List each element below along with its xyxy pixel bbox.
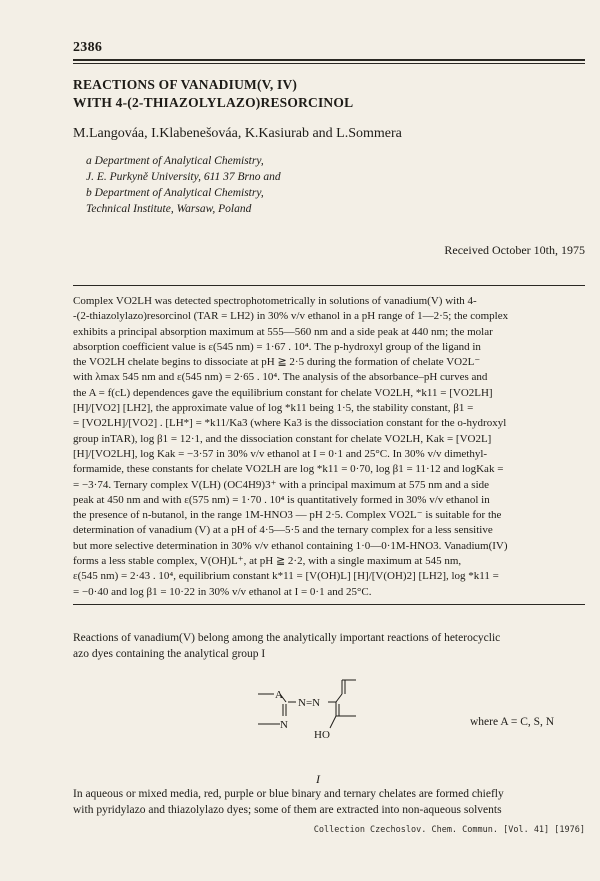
abstract-line: the VO2LH chelate begins to dissociate at pH ≧ 2·5 during the formation of chelate VO2L⁻ [73, 356, 481, 369]
affiliation-line: J. E. Purkyně University, 611 37 Brno and [86, 171, 281, 183]
abstract-line: the presence of n-butanol, in the range 1M-HNO3 — pH 2·5. Complex VO2L⁻ is suitable for the [73, 509, 502, 522]
abstract-line: exhibits a principal absorption maximum at 555—560 nm and a side peak at 440 nm; the molar [73, 325, 493, 338]
atom-A-label: A [275, 689, 283, 701]
abstract [73, 294, 585, 600]
abstract-line: = −3·74. Ternary complex V(LH) (OC4H9)3⁺ with a principal maximum at 575 nm and a side [73, 478, 490, 491]
abstract-line: [H]/[VO2LH], log Kak = −3·57 in 30% v/v ethanol at I = 0·1 and 25°C. In 30% v/v dimethyl- [73, 447, 488, 460]
bond-line [330, 716, 336, 728]
abstract-line: = [VO2LH]/[VO2] . [LH*] = *k11/Ka3 (where Ka3 is the dissociation constant for the o-hydroxyl [73, 417, 507, 430]
article-title [73, 76, 585, 112]
where-note: where A = C, S, N [470, 716, 555, 728]
azo-label: N=N [298, 697, 321, 709]
affiliation-line: b Department of Analytical Chemistry, [86, 187, 264, 199]
abstract-line: absorption coefficient value is ε(545 nm) = 1·67 . 10⁴. The p-hydroxyl group of the ligand in [73, 340, 481, 353]
abstract-line: = −0·40 and log β1 = 10·22 in 30% v/v ethanol at I = 0·1 and 25°C. [73, 585, 372, 598]
abstract-line: determination of vanadium (V) at a pH of 4·5—5·5 and the ternary complex for a less sensitive [73, 524, 493, 537]
abstract-line: group inTAR), log β1 = 12·1, and the dissociation constant for chelate VO2LH, Kak = [VO2L] [73, 432, 492, 445]
journal-footer: Collection Czechoslov. Chem. Commun. [Vol. 41] [1976] [313, 825, 585, 835]
hydroxy-label: HO [314, 729, 330, 741]
affiliations [86, 153, 281, 217]
affiliation-line: a Department of Analytical Chemistry, [86, 155, 264, 167]
abstract-line: [H]/[VO2] [LH2], the approximate value of log *k11 being 1·5, the stability constant, β1 = [73, 402, 474, 415]
received-date: Received October 10th, 1975 [444, 243, 585, 257]
author-list [73, 126, 402, 142]
abstract-line: -(2-thiazolylazo)resorcinol (TAR = LH2) in 30% v/v ethanol in a pH range of 1—2·5; the complex [73, 310, 509, 323]
abstract-top-rule [73, 285, 585, 286]
abstract-line: with λmax 545 nm and ε(545 nm) = 2·65 . 10⁴. The analysis of the absorbance–pH curves and [73, 371, 488, 384]
text-line: In aqueous or mixed media, red, purple or blue binary and ternary chelates are formed chiefly [73, 788, 504, 800]
abstract-line: but more selective determination in 30% v/v ethanol containing 1·0—0·1M-HNO3. Vanadium(IV) [73, 539, 508, 552]
text-line: Reactions of vanadium(V) belong among the analytically important reactions of heterocyclic [73, 632, 501, 644]
text-line: azo dyes containing the analytical group I [73, 648, 266, 660]
header-rule-thin [73, 63, 585, 64]
structure-number: I [316, 772, 320, 786]
body-paragraph [73, 786, 585, 818]
text-line: with pyridylazo and thiazolylazo dyes; some of them are extracted into non-aqueous solvents [73, 804, 502, 816]
header-rule [73, 59, 585, 61]
abstract-line: Complex VO2LH was detected spectrophotometrically in solutions of vanadium(V) with 4- [73, 295, 477, 307]
atom-N-label: N [280, 719, 288, 731]
bond-line [336, 694, 342, 702]
page-number: 2386 [73, 40, 103, 55]
intro-paragraph [73, 630, 585, 662]
title-line: REACTIONS OF VANADIUM(V, IV) [73, 77, 298, 92]
abstract-line: forms a less stable complex, V(OH)L⁺, at pH ≧ 2·2, with a single maximum at 545 nm, [73, 555, 462, 568]
abstract-line: formamide, these constants for chelate VO2LH are log *k11 = 0·70, log β1 = 11·12 and logKak = [73, 463, 504, 476]
abstract-line: peak at 450 nm and with ε(575 nm) = 1·70 . 10⁴ is quantitatively formed in 30% v/v ethanol in [73, 493, 490, 506]
authors-text: M.Langováa, I.Klabenešováa, K.Kasiurab and L.Sommera [73, 126, 402, 141]
title-line: WITH 4-(2-THIAZOLYLAZO)RESORCINOL [73, 95, 354, 110]
structure-I-diagram [250, 672, 360, 782]
abstract-line: the A = f(cL) dependences gave the equilibrium constant for chelate VO2LH, *k11 = [VO2LH] [73, 386, 493, 399]
affiliation-line: Technical Institute, Warsaw, Poland [86, 203, 252, 215]
abstract-line: ε(545 nm) = 2·43 . 10⁴, equilibrium constant k*11 = [V(OH)L] [H]/[V(OH)2] [LH2], log *k11 = [73, 570, 499, 583]
abstract-bottom-rule [73, 604, 585, 605]
